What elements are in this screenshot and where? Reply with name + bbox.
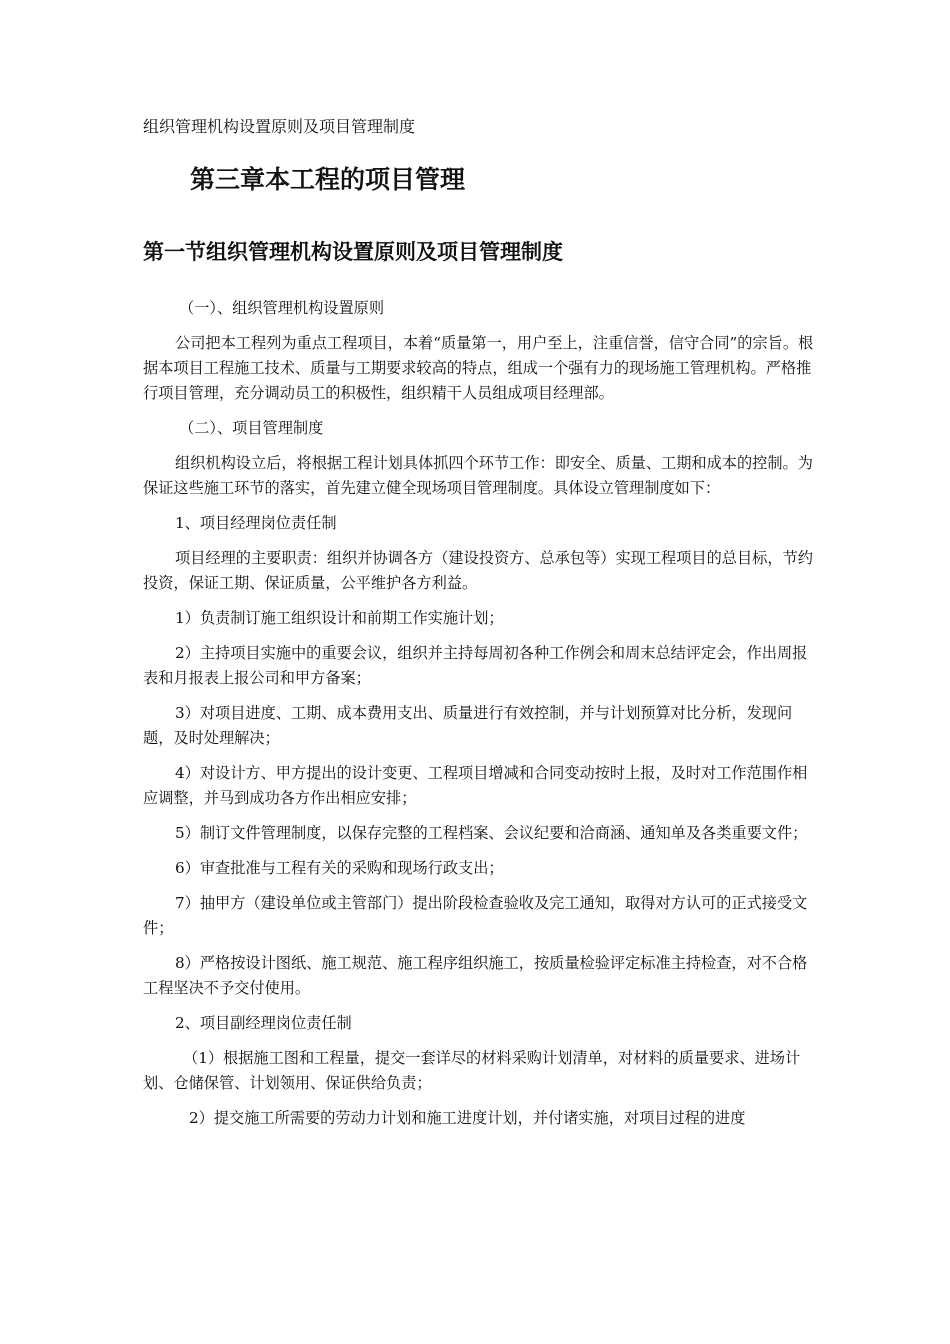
section-title: 第一节组织管理机构设置原则及项目管理制度 bbox=[143, 240, 563, 264]
list-item: 2）提交施工所需要的劳动力计划和施工进度计划，并付诸实施，对项目过程的进度 bbox=[189, 1109, 746, 1127]
subheading-management-system: （二）、项目管理制度 bbox=[179, 419, 324, 437]
list-item: （1）根据施工图和工程量，提交一套详尽的材料采购计划清单，对材料的质量要求、进场计划、仓储保管、计划领用、保证供给负责； bbox=[143, 1049, 801, 1092]
document-top-label: 组织管理机构设置原则及项目管理制度 bbox=[143, 117, 416, 136]
chapter-title: 第三章本工程的项目管理 bbox=[190, 165, 466, 194]
list-item: 3）对项目进度、工期、成本费用支出、质量进行有效控制，并与计划预算对比分析，发现问题，及时处理解决； bbox=[143, 704, 793, 747]
list-item: 4）对设计方、甲方提出的设计变更、工程项目增减和合同变动按时上报，及时对工作范围作相应调整，并马到成功各方作出相应安排； bbox=[143, 764, 808, 807]
paragraph-pm-duties: 项目经理的主要职责：组织并协调各方（建设投资方、总承包等）实现工程项目的总目标，节约投资，保证工期、保证质量，公平维护各方利益。 bbox=[143, 549, 813, 592]
subheading-pm-responsibility: 1、项目经理岗位责任制 bbox=[175, 514, 337, 532]
paragraph-organization: 组织机构设立后，将根据工程计划具体抓四个环节工作：即安全、质量、工期和成本的控制。为保证这些施工环节的落实，首先建立健全现场项目管理制度。具体设立管理制度如下： bbox=[143, 454, 813, 497]
list-item: 5）制订文件管理制度，以保存完整的工程档案、会议纪要和洽商涵、通知单及各类重要文件； bbox=[175, 824, 808, 842]
list-item: 7）抽甲方（建设单位或主管部门）提出阶段检查验收及完工通知，取得对方认可的正式接受文件； bbox=[143, 894, 808, 937]
list-item: 2）主持项目实施中的重要会议，组织并主持每周初各种工作例会和周末总结评定会，作出周报表和月报表上报公司和甲方备案； bbox=[143, 644, 808, 687]
list-item: 6）审查批准与工程有关的采购和现场行政支出； bbox=[175, 859, 504, 877]
paragraph-company-intro: 公司把本工程列为重点工程项目，本着“质量第一，用户至上，注重信誉，信守合同”的宗旨。根据本项目工程施工技术、质量与工期要求较高的特点，组成一个强有力的现场施工管理机构。严格推行项目管理，充分调动员工的积极性，组织精干人员组成项目经理部。 bbox=[143, 334, 814, 402]
list-item: 8）严格按设计图纸、施工规范、施工程序组织施工，按质量检验评定标准主持检查，对不合格工程坚决不予交付使用。 bbox=[143, 954, 808, 997]
subheading-principles: （一）、组织管理机构设置原则 bbox=[179, 299, 385, 317]
document-body bbox=[143, 296, 819, 1141]
list-item: 1）负责制订施工组织设计和前期工作实施计划； bbox=[175, 609, 504, 627]
subheading-deputy-pm-responsibility: 2、项目副经理岗位责任制 bbox=[175, 1014, 352, 1032]
